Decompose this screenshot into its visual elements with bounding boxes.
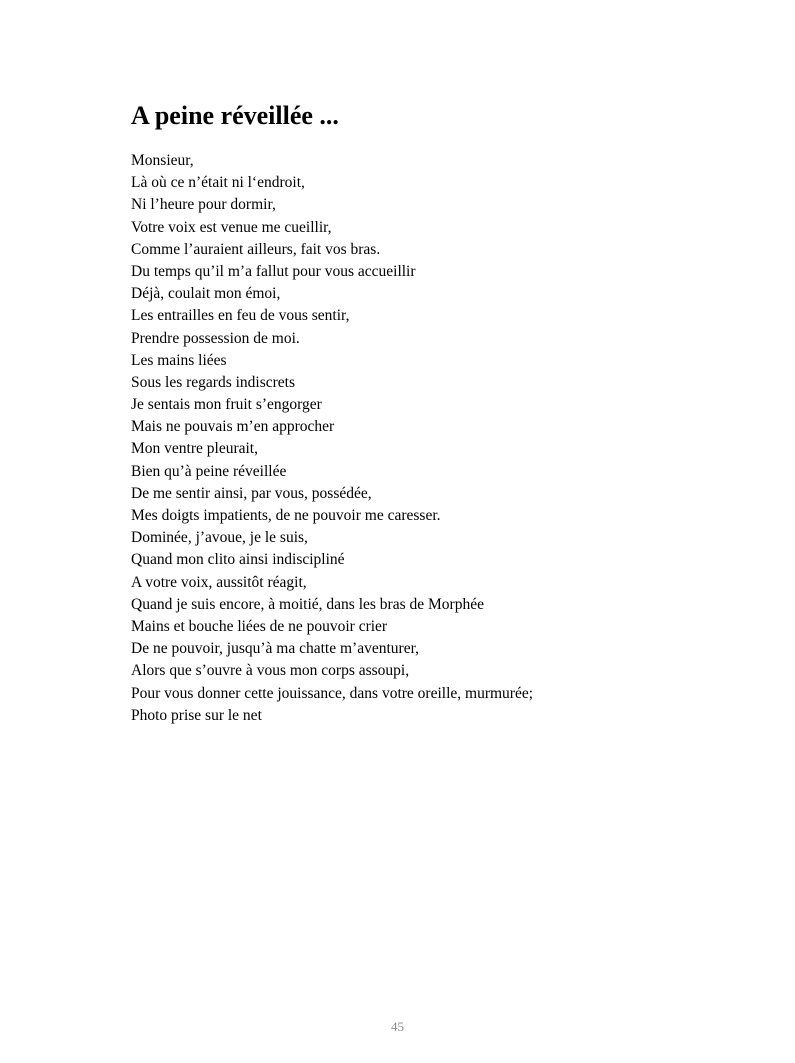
poem-line: Pour vous donner cette jouissance, dans votre oreille, murmurée; [131,684,534,702]
poem-line: Là où ce n’était ni l‘endroit, [131,174,305,192]
poem-line: Quand mon clito ainsi indiscipliné [131,551,345,569]
poem-line: Quand je suis encore, à moitié, dans les bras de Morphée [131,595,484,613]
poem-line: Mains et bouche liées de ne pouvoir crier [131,617,388,635]
poem-line: Mon ventre pleurait, [131,440,258,458]
poem-line: Les entrailles en feu de vous sentir, [131,307,350,325]
poem-line: Mes doigts impatients, de ne pouvoir me caresser. [131,507,441,524]
poem-line: Sous les regards indiscrets [131,373,296,391]
poem-line: Comme l’auraient ailleurs, fait vos bras. [131,240,381,258]
poem-line: Bien qu’à peine réveillée [131,462,287,480]
poem-line: Ni l’heure pour dormir, [131,196,276,214]
poem-line: Prendre possession de moi. [131,329,300,347]
poem-line: Alors que s’ouvre à vous mon corps assoupi, [131,662,410,680]
poem-line: Les mains liées [131,351,227,369]
poem-line: Mais ne pouvais m’en approcher [131,418,335,436]
poem-line: Je sentais mon fruit s’engorger [131,396,322,414]
poem-line: Photo prise sur le net [131,706,262,724]
poem-line: A votre voix, aussitôt réagit, [131,573,307,591]
poem-line: Du temps qu’il m’a fallut pour vous accueillir [131,262,416,280]
poem-line: Déjà, coulait mon émoi, [131,285,281,303]
poem-body [131,150,533,727]
poem-line: Dominée, j’avoue, je le suis, [131,529,308,547]
page-number: 45 [391,1019,404,1034]
poem-title: A peine réveillée ... [131,101,339,130]
poem-line: De me sentir ainsi, par vous, possédée, [131,484,372,502]
poem-line: De ne pouvoir, jusqu’à ma chatte m’aventurer, [131,640,419,658]
poem-line: Monsieur, [131,152,194,169]
poem-line: Votre voix est venue me cueillir, [131,218,332,236]
